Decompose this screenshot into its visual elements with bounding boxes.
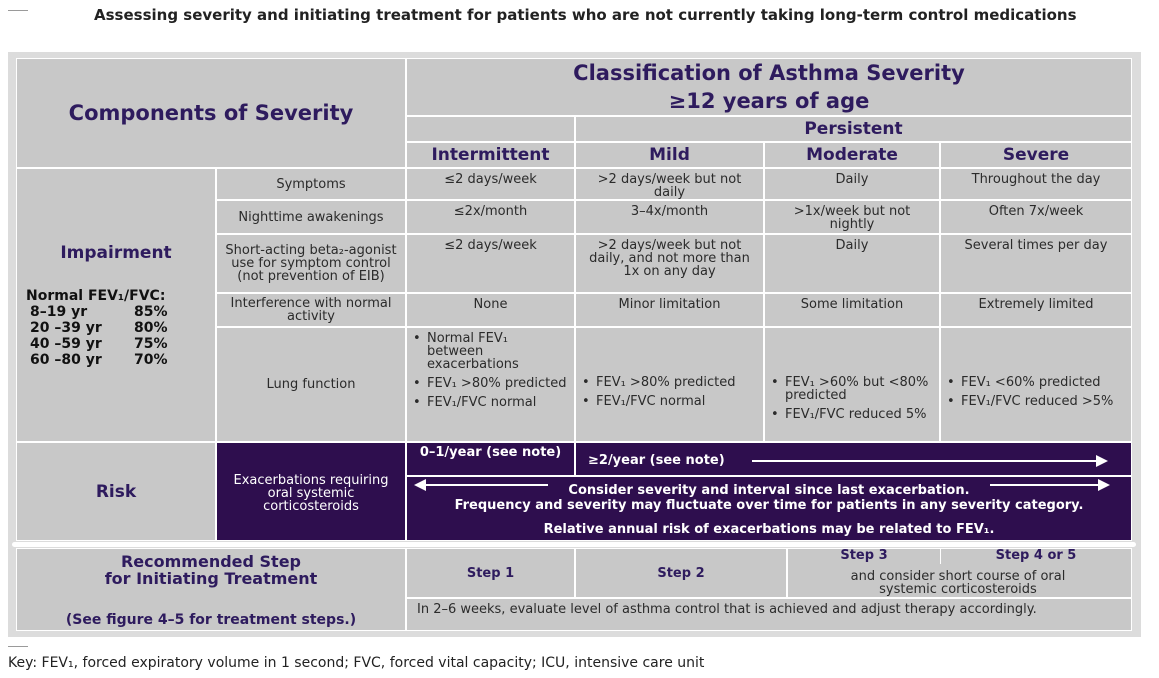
fev-title: Normal FEV₁/FVC: [26,288,166,304]
list-item: • FEV₁/FVC normal [582,394,706,409]
symptoms-mild: >2 days/week but not daily [575,168,764,200]
symptoms-moderate: Daily [764,168,940,200]
footer-key: Key: FEV₁, forced expiratory volume in 1 second; FVC, forced vital capacity; ICU, intensive care unit [8,655,705,671]
fev-row: 40 –59 yr 75% [30,336,168,352]
list-item: • FEV₁ >80% predicted [582,375,736,390]
classification-header [406,58,1132,116]
persistent-header: Persistent [575,116,1132,142]
lung-intermittent [406,327,575,442]
list-item: • Normal FEV₁ between exacerbations [413,331,519,372]
risk-note-line: Frequency and severity may fluctuate over time for patients in any severity category. [454,498,1084,513]
classification-title: Classification of Asthma Severity [573,61,965,85]
divider [12,542,1136,547]
impairment-label: Impairment [60,243,172,263]
evaluate-note: In 2–6 weeks, evaluate level of asthma control that is achieved and adjust therapy accordingly. [406,598,1132,631]
risk-persistent: ≥2/year (see note) [575,442,1132,476]
page-heading: Assessing severity and initiating treatment for patients who are not currently taking long-term control medications [94,6,1077,24]
arrow-right-icon [990,484,1108,486]
saba-severe: Several times per day [940,234,1132,293]
mild-header: Mild [575,142,764,168]
components-header: Components of Severity [16,58,406,168]
fev-row: 8–19 yr 85% [30,304,168,320]
exacerbations-label: Exacerbations requiring oral systemic corticosteroids [216,442,406,541]
arrow-right-icon [752,460,1106,462]
step-3: Step 3 [788,549,941,564]
treatment-label-block [16,548,406,631]
severe-header: Severe [940,142,1132,168]
risk-intermittent: 0–1/year (see note) [406,442,575,476]
symptoms-label: Symptoms [216,168,406,200]
interference-moderate: Some limitation [764,293,940,327]
see-figure-note: (See figure 4–5 for treatment steps.) [65,612,357,628]
list-item: • FEV₁/FVC normal [413,395,537,410]
classification-age: ≥12 years of age [668,89,870,113]
lung-mild [575,327,764,442]
step-1: Step 1 [406,548,575,598]
lung-function-label: Lung function [216,327,406,442]
moderate-header: Moderate [764,142,940,168]
interference-label: Interference with normal activity [216,293,406,327]
step-3-to-5 [787,548,1132,598]
lung-severe [940,327,1132,442]
risk-note-line: Consider severity and interval since last exacerbation. [568,483,970,498]
consider-steroids: and consider short course of oral systemic corticosteroids [850,569,1066,597]
step-4-or-5: Step 4 or 5 [995,548,1077,563]
treatment-label-line1: Recommended Step [120,552,302,571]
symptoms-severe: Throughout the day [940,168,1132,200]
nighttime-intermittent: ≤2x/month [406,200,575,234]
blank-header [406,116,575,142]
arrow-left-icon [416,484,548,486]
interference-severe: Extremely limited [940,293,1132,327]
list-item: • FEV₁ >80% predicted [413,376,567,391]
saba-intermittent: ≤2 days/week [406,234,575,293]
treatment-label-line2: for Initiating Treatment [104,569,318,588]
saba-moderate: Daily [764,234,940,293]
list-item: • FEV₁ >60% but <80% predicted [771,375,929,403]
interference-mild: Minor limitation [575,293,764,327]
symptoms-intermittent: ≤2 days/week [406,168,575,200]
fev-row: 60 –80 yr 70% [30,352,168,368]
list-item: • FEV₁ <60% predicted [947,375,1101,390]
step-2: Step 2 [575,548,787,598]
saba-label: Short-acting beta₂-agonist use for symptom control (not prevention of EIB) [216,234,406,293]
risk-note-line: Relative annual risk of exacerbations may be related to FEV₁. [543,522,995,537]
nighttime-mild: 3–4x/month [575,200,764,234]
bottom-dash [8,646,28,647]
nighttime-moderate: >1x/week but not nightly [764,200,940,234]
list-item: • FEV₁/FVC reduced 5% [771,407,927,422]
intermittent-header: Intermittent [406,142,575,168]
list-item: • FEV₁/FVC reduced >5% [947,394,1114,409]
nighttime-severe: Often 7x/week [940,200,1132,234]
saba-mild: >2 days/week but not daily, and not more than 1x on any day [575,234,764,293]
risk-label: Risk [16,442,216,541]
lung-moderate [764,327,940,442]
fev-row: 20 –39 yr 80% [30,320,168,336]
interference-intermittent: None [406,293,575,327]
nighttime-label: Nighttime awakenings [216,200,406,234]
fev-norms [26,288,194,368]
